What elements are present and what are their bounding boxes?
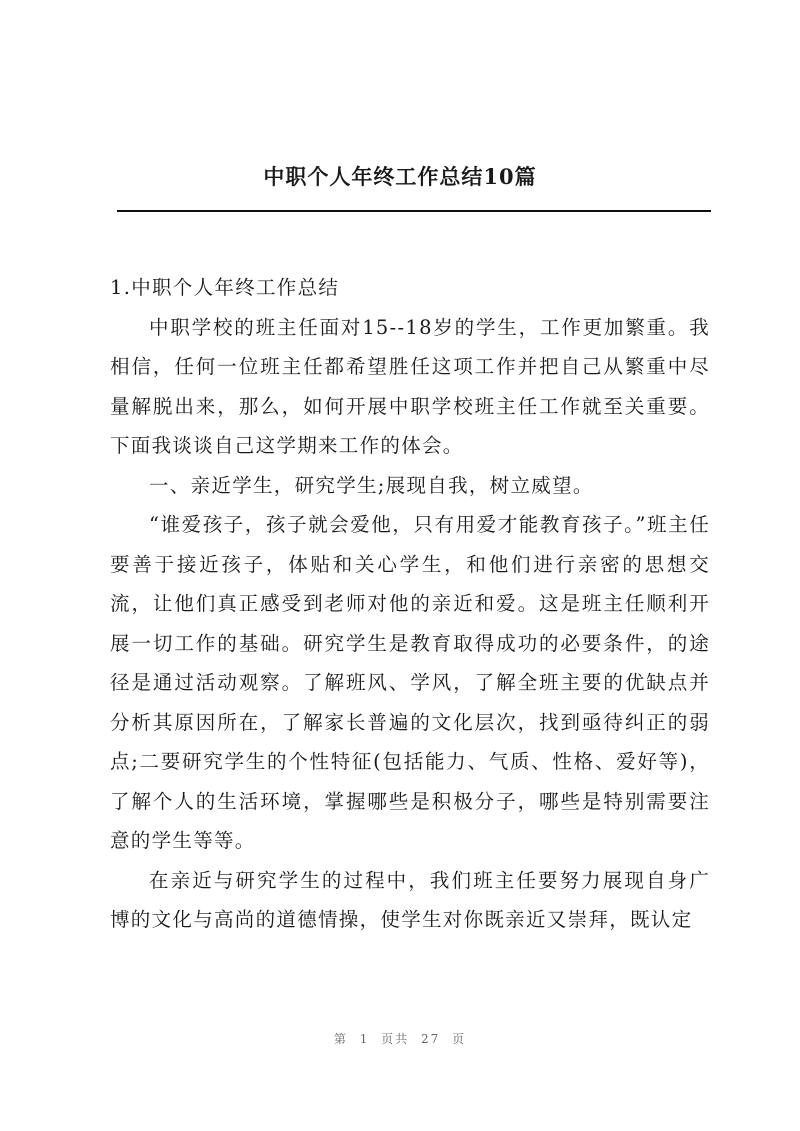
section-heading: 1.中职个人年终工作总结	[110, 276, 340, 299]
document-title: 中职个人年终工作总结10篇	[263, 164, 537, 189]
page-footer	[0, 1030, 800, 1047]
paragraph-1: 中职学校的班主任面对15--18岁的学生，工作更加繁重。我相信，任何一位班主任都希望胜任这项工作并把自己从繁重中尽量解脱出来，那么，如何开展中职学校班主任工作就至关重要。下面我谈谈自己这学期来工作的体会。	[110, 315, 710, 457]
paragraph-4: 在亲近与研究学生的过程中，我们班主任要努力展现自身广博的文化与高尚的道德情操，使学生对你既亲近又崇拜，既认定	[110, 868, 710, 931]
footer-suffix: 页	[452, 1032, 467, 1046]
paragraph-3: “谁爱孩子，孩子就会爱他，只有用爱才能教育孩子。”班主任要善于接近孩子，体贴和关心学生，和他们进行亲密的思想交流，让他们真正感受到老师对他的亲近和爱。这是班主任顺利开展一切工作的基础。研究学生是教育取得成功的必要条件，的途径是通过活动观察。了解班风、学风，了解全班主要的优缺点并分析其原因所在，了解家长普遍的文化层次，找到亟待纠正的弱点;二要研究学生的个性特征(包括能力、气质、性格、爱好等)，了解个人的生活环境，掌握哪些是积极分子，哪些是特别需要注意的学生等等。	[110, 513, 710, 852]
paragraph-2: 一、亲近学生，研究学生;展现自我，树立威望。	[149, 473, 594, 497]
footer-prefix: 第	[333, 1032, 348, 1046]
document-body	[110, 268, 710, 940]
footer-middle: 页共	[381, 1032, 410, 1046]
footer-total-pages: 27	[421, 1032, 441, 1046]
title-divider	[117, 210, 711, 212]
footer-current-page: 1	[359, 1032, 370, 1046]
